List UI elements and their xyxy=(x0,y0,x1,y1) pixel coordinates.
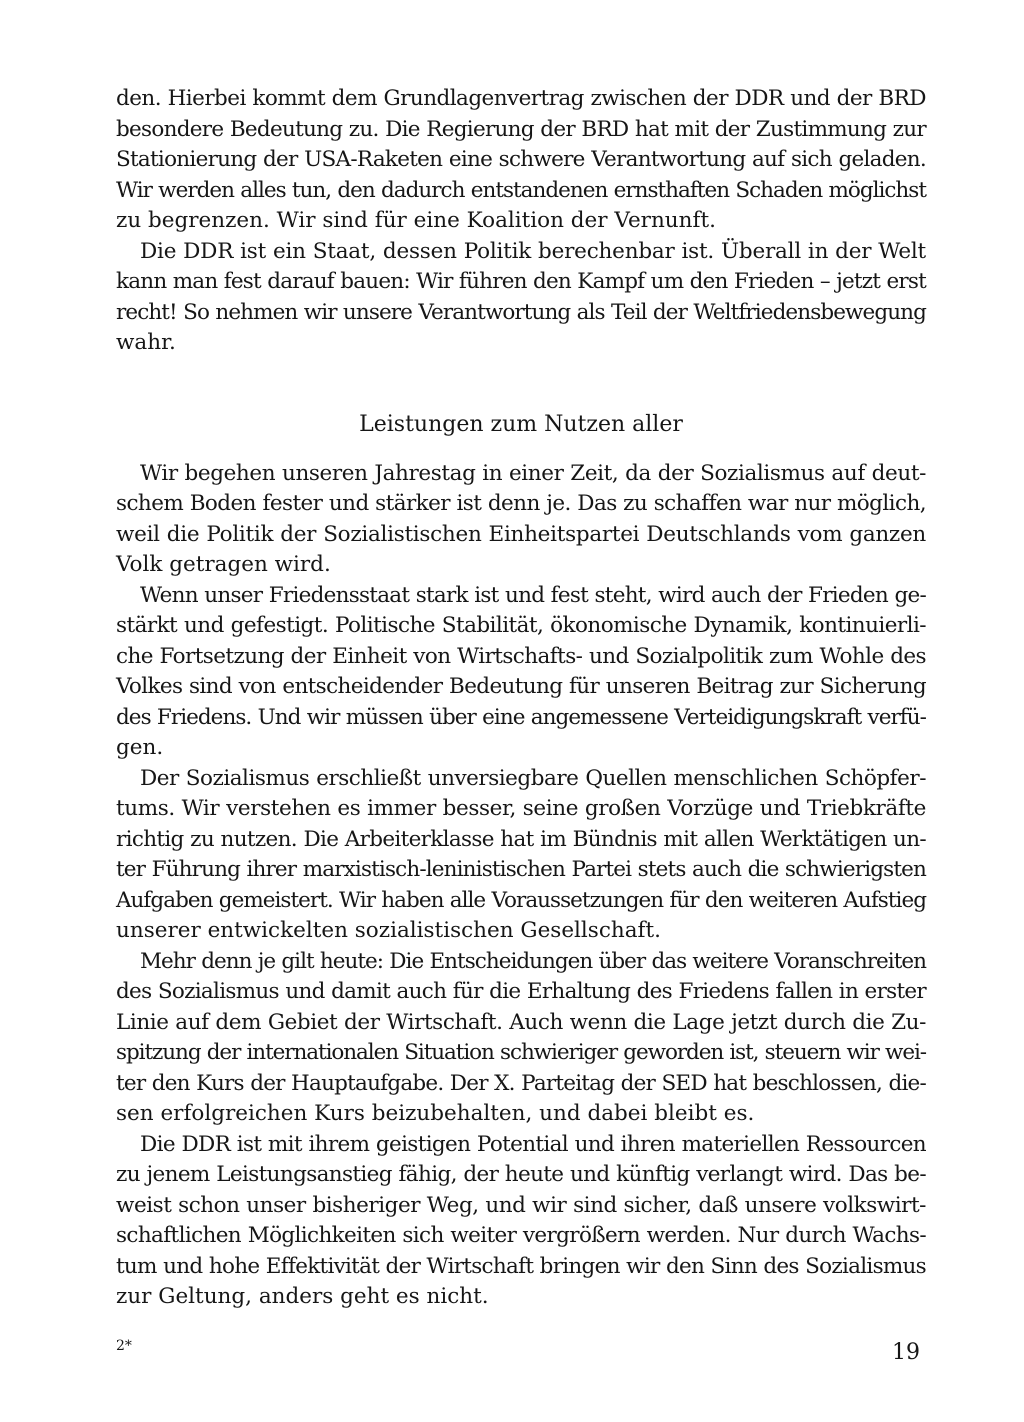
paragraph-block-2 xyxy=(116,459,926,1313)
text-line: Mehr denn je gilt heute: Die Entscheidungen über das weitere Voranschreiten xyxy=(140,948,926,974)
text-line: Wir begehen unseren Jahrestag in einer Zeit, da der Sozialismus auf deut- xyxy=(140,460,926,486)
text-line: den. Hierbei kommt dem Grundlagenvertrag zwischen der DDR und der BRD xyxy=(116,86,926,111)
text-line: Stationierung der USA-Raketen eine schwere Verantwortung auf sich geladen. xyxy=(116,147,926,172)
text-line: Die DDR ist ein Staat, dessen Politik berechenbar ist. Überall in der Welt xyxy=(140,238,926,264)
signature-mark: 2* xyxy=(116,1338,132,1354)
text-line: Volkes sind von entscheidender Bedeutung für unseren Beitrag zur Sicherung xyxy=(116,674,926,699)
text-line: schaftlichen Möglichkeiten sich weiter vergrößern werden. Nur durch Wachs- xyxy=(116,1223,926,1248)
text-line: spitzung der internationalen Situation schwieriger geworden ist, steuern wir wei- xyxy=(116,1040,926,1065)
text-line: Wir werden alles tun, den dadurch entstandenen ernsthaften Schaden möglichst xyxy=(116,177,926,203)
text-line: ter den Kurs der Hauptaufgabe. Der X. Parteitag der SED hat beschlossen, die- xyxy=(116,1070,926,1096)
page-body xyxy=(116,84,926,1313)
section-heading: Leistungen zum Nutzen aller xyxy=(359,411,683,437)
text-line: weist schon unser bisheriger Weg, und wir sind sicher, daß unsere volkswirt- xyxy=(116,1192,926,1218)
text-line: stärkt und gefestigt. Politische Stabilität, ökonomische Dynamik, kontinuierli- xyxy=(116,613,926,638)
text-line: richtig zu nutzen. Die Arbeiterklasse hat im Bündnis mit allen Werktätigen un- xyxy=(116,826,926,852)
text-line: tums. Wir verstehen es immer besser, seine großen Vorzüge und Triebkräfte xyxy=(116,796,926,821)
text-line: Wenn unser Friedensstaat stark ist und fest steht, wird auch der Frieden ge- xyxy=(140,582,926,608)
text-line: tum und hohe Effektivität der Wirtschaft bringen wir den Sinn des Sozialismus xyxy=(116,1253,926,1279)
text-line: zur Geltung, anders geht es nicht. xyxy=(116,1284,489,1309)
text-line: Aufgaben gemeistert. Wir haben alle Voraussetzungen für den weiteren Aufstieg xyxy=(116,887,926,913)
text-line: schem Boden fester und stärker ist denn je. Das zu schaffen war nur möglich, xyxy=(116,491,926,516)
text-line: des Sozialismus und damit auch für die Erhaltung des Friedens fallen in erster xyxy=(116,979,926,1004)
text-line: gen. xyxy=(116,735,164,760)
text-line: unserer entwickelten sozialistischen Gesellschaft. xyxy=(116,918,661,943)
text-line: kann man fest darauf bauen: Wir führen den Kampf um den Frieden – jetzt erst xyxy=(116,269,926,294)
text-line: recht! So nehmen wir unsere Verantwortung als Teil der Weltfriedensbewegung xyxy=(116,299,926,325)
text-line: Der Sozialismus erschließt unversiegbare Quellen menschlichen Schöpfer- xyxy=(140,765,926,791)
text-line: wahr. xyxy=(116,330,176,355)
text-line: zu begrenzen. Wir sind für eine Koalition der Vernunft. xyxy=(116,208,716,233)
paragraph-block-1 xyxy=(116,84,926,359)
text-line: Volk getragen wird. xyxy=(116,552,331,577)
text-line: Linie auf dem Gebiet der Wirtschaft. Auch wenn die Lage jetzt durch die Zu- xyxy=(116,1009,926,1035)
text-line: besondere Bedeutung zu. Die Regierung der BRD hat mit der Zustimmung zur xyxy=(116,116,926,142)
text-line: weil die Politik der Sozialistischen Einheitspartei Deutschlands vom ganzen xyxy=(116,521,926,547)
text-line: che Fortsetzung der Einheit von Wirtschafts- und Sozialpolitik zum Wohle des xyxy=(116,643,926,669)
text-line: des Friedens. Und wir müssen über eine angemessene Verteidigungskraft verfü- xyxy=(116,704,926,730)
text-line: sen erfolgreichen Kurs beizubehalten, und dabei bleibt es. xyxy=(116,1101,755,1126)
text-line: zu jenem Leistungsanstieg fähig, der heute und künftig verlangt wird. Das be- xyxy=(116,1162,926,1187)
text-line: Die DDR ist mit ihrem geistigen Potential und ihren materiellen Ressourcen xyxy=(140,1131,926,1157)
text-line: ter Führung ihrer marxistisch-leninistischen Partei stets auch die schwierigsten xyxy=(116,857,926,882)
page-number: 19 xyxy=(892,1340,920,1365)
